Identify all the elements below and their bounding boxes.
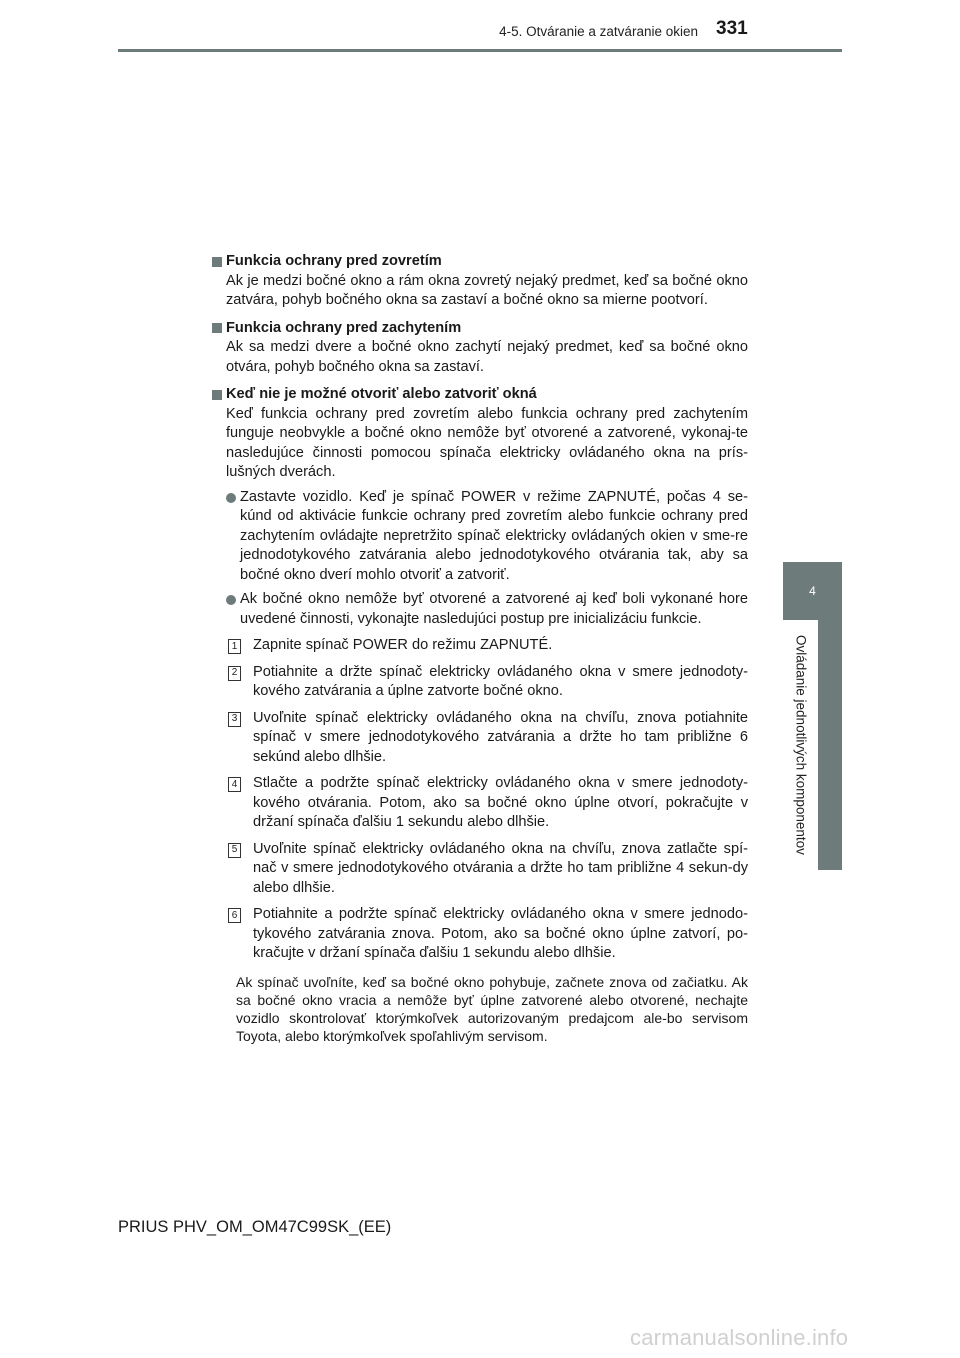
section-body: Keď funkcia ochrany pred zovretím alebo funkcia ochrany pred zachytením funguje neobvykle a bočné okno nemôže byť otvorené a zatvorené, vykonaj-te nasledujúce činnosti pomocou spínača elektricky ovládaného okna na prís-lušných dverách.	[226, 405, 748, 480]
step-text: Potiahnite a držte spínač elektricky ovládaného okna v smere jednodoty-kového zatvárania a úplne zatvorte bočné okno.	[253, 663, 748, 699]
section-pinch-protection	[212, 252, 748, 311]
square-bullet-icon	[212, 390, 222, 400]
step-number-box: 1	[228, 639, 241, 654]
bullet-text: Ak bočné okno nemôže byť otvorené a zatvorené aj keď boli vykonané hore uvedené činnosti, vykonajte nasledujúci postup pre inicializáciu funkcie.	[240, 591, 748, 627]
watermark: carmanualsonline.info	[630, 1325, 849, 1350]
step-number-box: 3	[228, 712, 241, 727]
chapter-tab-title	[783, 620, 819, 870]
bullet-item	[226, 590, 748, 629]
circle-bullet-icon	[226, 493, 236, 503]
step-item	[226, 636, 748, 656]
step-number-box: 2	[228, 666, 241, 681]
bullet-text: Zastavte vozidlo. Keď je spínač POWER v režime ZAPNUTÉ, počas 4 se-kúnd od aktivácie funkcie ochrany pred zovretím alebo funkcie ochrany pred zachytením ovládajte nepretržito spínač elektricky ovládaných okien v sme-re jednodotykového zatvárania alebo jednodotykového otvárania tak, aby sa bočné okno dverí mohlo otvoriť a zatvoriť.	[240, 488, 748, 583]
manual-code: PRIUS PHV_OM_OM47C99SK_(EE)	[118, 1218, 392, 1236]
chapter-tab-bar	[818, 620, 842, 870]
section-heading-text: Funkcia ochrany pred zovretím	[226, 253, 442, 269]
bullet-item	[226, 488, 748, 586]
section-heading	[212, 252, 748, 272]
page-content	[212, 252, 748, 1053]
step-text: Uvoľnite spínač elektricky ovládaného okna na chvíľu, znova zatlačte spí-nač v smere jednodotykového otvárania a držte ho tam približne 4 sekun-dy alebo dlhšie.	[253, 840, 748, 896]
step-number-box: 4	[228, 777, 241, 792]
header-divider	[118, 49, 842, 52]
step-text: Zapnite spínač POWER do režimu ZAPNUTÉ.	[253, 637, 553, 653]
closing-note: Ak spínač uvoľníte, keď sa bočné okno pohybuje, začnete znova od začiatku. Ak sa bočné okno vracia a nemôže byť úplne zatvorené alebo otvorené, nechajte vozidlo skontrolovať ktorýmkoľvek autorizovaným predajcom ale-bo servisom Toyota, alebo ktorýmkoľvek spoľahlivým servisom.	[236, 973, 748, 1044]
section-heading-text: Funkcia ochrany pred zachytením	[226, 319, 462, 336]
step-text: Potiahnite a podržte spínač elektricky ovládaného okna v smere jednodo-tykového zatvárania znova. Potom, ako sa bočné okno úplne zatvorí, po-kračujte v držaní spínača ďalšiu 1 sekundu alebo dlhšie.	[253, 906, 748, 961]
step-text: Uvoľnite spínač elektricky ovládaného okna na chvíľu, znova potiahnite spínač v smere jednodotykového zatvárania a držte ho tam približne 6 sekúnd alebo dlhšie.	[253, 709, 748, 765]
chapter-title-text: Ovládanie jednotlivých komponentov	[793, 635, 809, 855]
step-item	[226, 663, 748, 702]
step-item	[226, 774, 748, 833]
section-body: Ak je medzi bočné okno a rám okna zovretý nejaký predmet, keď sa bočné okno zatvára, pohyb bočného okna sa zastaví a bočné okno sa mierne pootvorí.	[226, 272, 748, 308]
step-number-box: 5	[228, 843, 241, 858]
page-number: 331	[716, 18, 748, 39]
section-heading-text: Keď nie je možné otvoriť alebo zatvoriť okná	[226, 386, 537, 402]
step-item	[226, 709, 748, 768]
section-heading	[212, 385, 748, 405]
section-body: Ak sa medzi dvere a bočné okno zachytí nejaký predmet, keď sa bočné okno otvára, pohyb bočného okna sa zastaví.	[226, 339, 748, 375]
step-text: Stlačte a podržte spínač elektricky ovládaného okna v smere jednodoty-kového otvárania. Potom, ako sa bočné okno úplne otvorí, pokračujte v držaní spínača ďalšiu 1 sekundu alebo dlhšie.	[253, 775, 748, 830]
step-number-box: 6	[228, 908, 241, 923]
square-bullet-icon	[212, 323, 222, 333]
circle-bullet-icon	[226, 595, 236, 605]
header-section-title: 4-5. Otváranie a zatváranie okien	[499, 24, 698, 39]
section-heading	[212, 319, 748, 339]
section-cannot-open-close	[212, 385, 748, 1045]
square-bullet-icon	[212, 257, 222, 267]
step-item	[226, 840, 748, 899]
chapter-tab-number: 4	[783, 562, 842, 620]
step-item	[226, 905, 748, 964]
section-jam-protection	[212, 319, 748, 378]
